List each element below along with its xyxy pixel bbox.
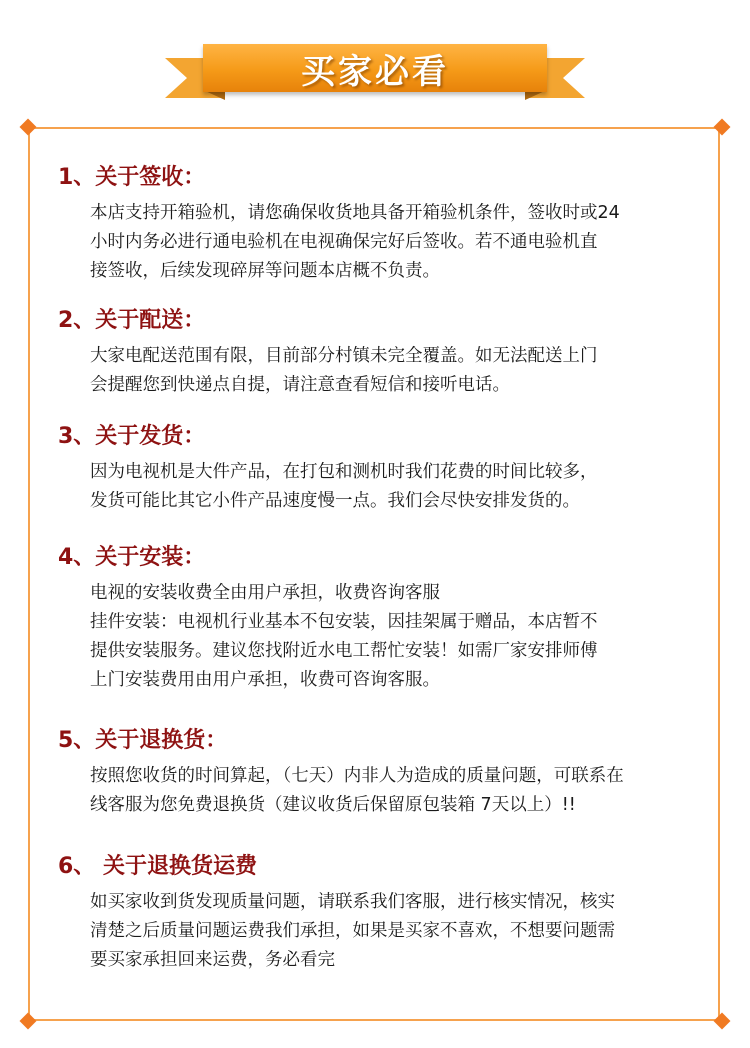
- section-line: 线客服为您免费退换货（建议收货后保留原包装箱 7天以上）!!: [90, 795, 576, 815]
- section-body: [58, 579, 708, 695]
- section-line: 接签收，后续发现碎屏等问题本店概不负责。: [90, 261, 440, 281]
- section-return-shipping-fee: [58, 852, 708, 975]
- section-line: 要买家承担回来运费，务必看完: [90, 950, 335, 970]
- section-line: 小时内务必进行通电验机在电视确保完好后签收。若不通电验机直: [90, 232, 598, 252]
- section-heading: 3、关于发货：: [58, 424, 206, 449]
- section-delivery: [58, 306, 708, 400]
- title-banner: [165, 40, 585, 110]
- section-shipping: [58, 422, 708, 516]
- section-body: [58, 762, 708, 820]
- section-line: 本店支持开箱验机，请您确保收货地具备开箱验机条件，签收时或24: [90, 203, 620, 223]
- section-body: [58, 342, 708, 400]
- section-heading: 5、关于退换货：: [58, 728, 228, 753]
- section-body: [58, 199, 708, 286]
- banner-title: 买家必看: [301, 51, 449, 92]
- section-line: 因为电视机是大件产品，在打包和测机时我们花费的时间比较多，: [90, 462, 598, 482]
- section-line: 提供安装服务。建议您找附近水电工帮忙安装！如需厂家安排师傅: [90, 641, 598, 661]
- section-line: 会提醒您到快递点自提，请注意查看短信和接听电话。: [90, 375, 510, 395]
- section-line: 如买家收到货发现质量问题，请联系我们客服，进行核实情况，核实: [90, 892, 615, 912]
- section-line: 清楚之后质量问题运费我们承担，如果是买家不喜欢，不想要问题需: [90, 921, 615, 941]
- section-body: [58, 888, 708, 975]
- section-returns: [58, 726, 708, 820]
- section-heading: 4、关于安装：: [58, 545, 206, 570]
- section-signing: [58, 163, 708, 286]
- section-line: 按照您收货的时间算起，（七天）内非人为造成的质量问题，可联系在: [90, 766, 624, 786]
- banner-plate: [203, 44, 547, 92]
- section-installation: [58, 543, 708, 695]
- section-heading: 1、关于签收：: [58, 165, 206, 190]
- section-line: 发货可能比其它小件产品速度慢一点。我们会尽快安排发货的。: [90, 491, 580, 511]
- section-line: 电视的安装收费全由用户承担，收费咨询客服: [90, 583, 440, 603]
- section-body: [58, 458, 708, 516]
- section-line: 大家电配送范围有限，目前部分村镇未完全覆盖。如无法配送上门: [90, 346, 598, 366]
- section-line: 上门安装费用由用户承担，收费可咨询客服。: [90, 670, 440, 690]
- section-heading: 2、关于配送：: [58, 308, 206, 333]
- section-line: 挂件安装：电视机行业基本不包安装，因挂架属于赠品，本店暂不: [90, 612, 598, 632]
- section-heading: 6、 关于退换货运费: [58, 854, 257, 879]
